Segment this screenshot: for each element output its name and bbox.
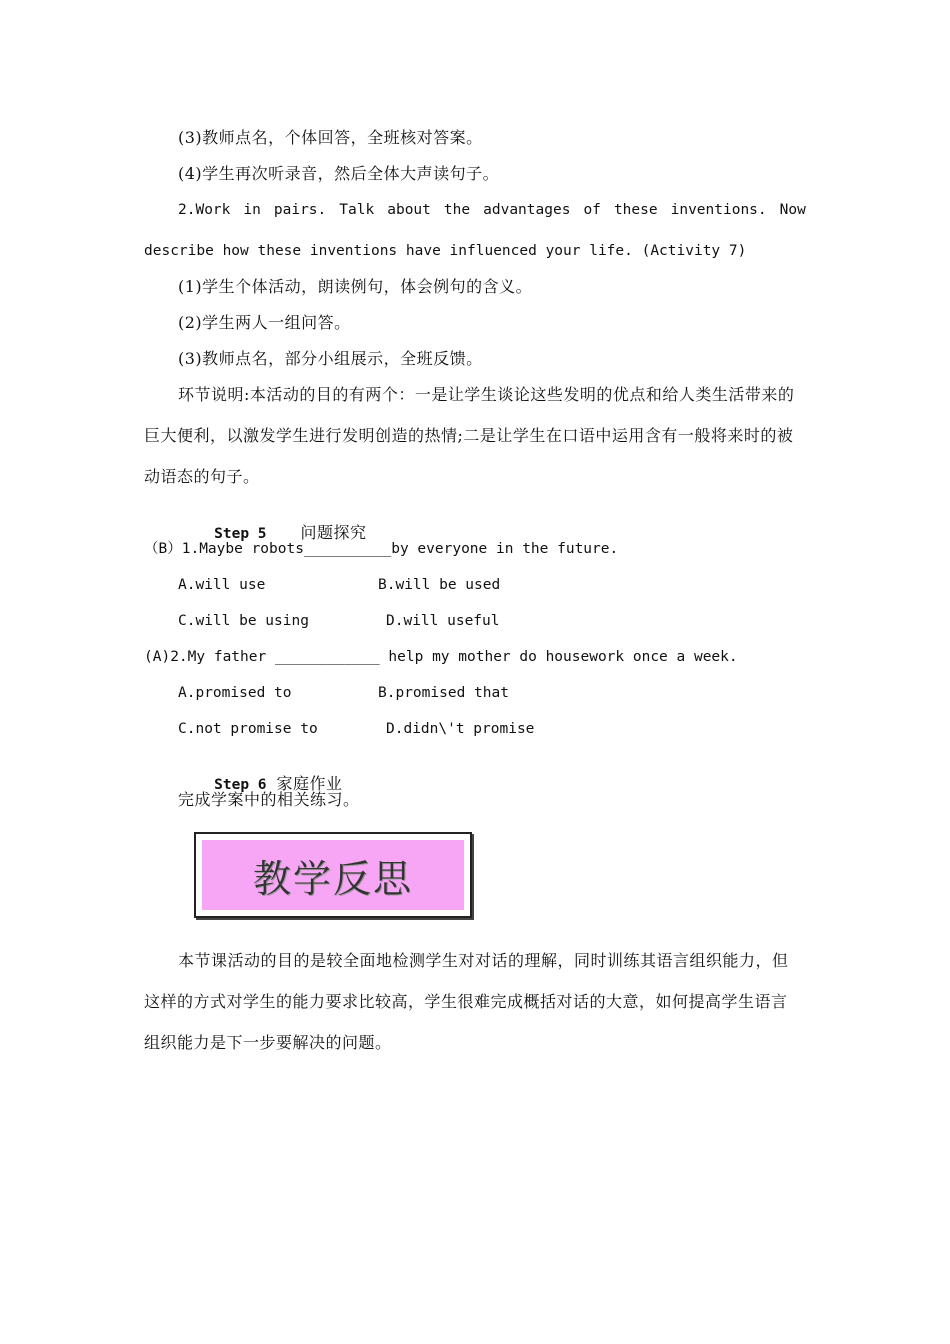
word: of	[583, 202, 601, 218]
word: 2.Work	[178, 202, 231, 218]
step-title: 家庭作业	[276, 774, 343, 793]
activity-7-instruction	[178, 200, 806, 220]
option-a: A.promised to	[178, 685, 292, 701]
text-line: (3)教师点名，部分小组展示，全班反馈。	[178, 349, 483, 368]
step-label: Step 5	[214, 526, 267, 542]
word: pairs.	[273, 202, 327, 218]
word: in	[243, 202, 261, 218]
option-d: D.didn\'t promise	[386, 721, 535, 737]
step-label: Step 6	[214, 777, 267, 793]
text-line: describe how these inventions have influenced your life. (Activity 7)	[144, 243, 747, 259]
reflection-banner-fill	[202, 840, 464, 910]
text-line: (3)教师点名，个体回答，全班核对答案。	[178, 128, 483, 147]
option-d: D.will useful	[386, 613, 500, 629]
text-line: (1)学生个体活动，朗读例句，体会例句的含义。	[178, 277, 533, 296]
question-1-stem: （B）1.Maybe robots__________by everyone in the future.	[144, 541, 619, 557]
word: Talk	[339, 202, 375, 218]
text-line: (2)学生两人一组问答。	[178, 313, 351, 332]
option-b: B.will be used	[378, 577, 501, 593]
option-c: C.will be using	[178, 613, 309, 629]
step-title: 问题探究	[300, 523, 367, 542]
text-line: 这样的方式对学生的能力要求比较高，学生很难完成概括对话的大意，如何提高学生语言	[144, 992, 788, 1011]
option-c: C.not promise to	[178, 721, 318, 737]
text-line: 动语态的句子。	[144, 467, 260, 486]
question-2-stem: (A)2.My father ____________ help my mother do housework once a week.	[144, 649, 738, 665]
text-line: (4)学生再次听录音，然后全体大声读句子。	[178, 164, 500, 183]
text-line: 环节说明:本活动的目的有两个：一是让学生谈论这些发明的优点和给人类生活带来的	[178, 385, 795, 404]
option-a: A.will use	[178, 577, 266, 593]
word: these	[613, 202, 658, 218]
reflection-banner	[194, 832, 472, 918]
word: advantages	[483, 202, 571, 218]
option-b: B.promised that	[378, 685, 509, 701]
text-line: 本节课活动的目的是较全面地检测学生对对话的理解，同时训练其语言组织能力，但	[178, 951, 789, 970]
word: the	[443, 202, 471, 218]
text-line: 组织能力是下一步要解决的问题。	[144, 1033, 392, 1052]
reflection-banner-title: 教学反思	[252, 856, 413, 901]
text-line: 巨大便利，以激发学生进行发明创造的热情;二是让学生在口语中运用含有一般将来时的被	[144, 426, 794, 445]
homework-text: 完成学案中的相关练习。	[178, 790, 360, 809]
word: inventions.	[670, 202, 767, 218]
word: Now	[779, 202, 806, 218]
word: about	[387, 202, 431, 218]
